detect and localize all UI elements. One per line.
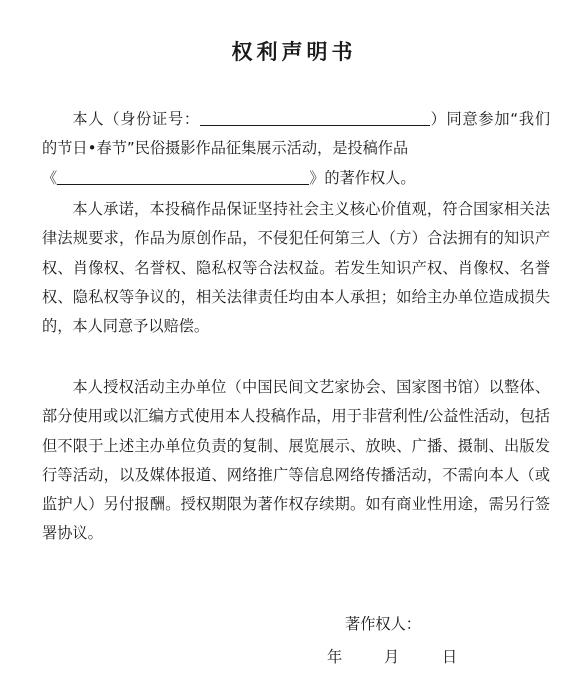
open-title-quote: 《 — [42, 168, 58, 187]
signature-date-row — [327, 646, 457, 668]
ownership-text: 》的著作权人。 — [309, 168, 416, 187]
copyright-holder-signature-label: 著作权人： — [345, 615, 421, 633]
participation-text: ）同意参加“我们的节日•春节”民俗摄影作品征集展示活动，是投稿作品 — [42, 110, 551, 158]
document-title: 权利声明书 — [231, 39, 357, 64]
date-year-label: 年 — [327, 648, 343, 666]
declaration-paragraph-authorization: 本人授权活动主办单位（中国民间文艺家协会、国家图书馆）以整体、部分使用或以汇编方式使用本人投稿作品，用于非营利性/公益性活动，包括但不限于上述主办单位负责的复制、展览展示、放映、广播、摄制、出版发行等活动，以及媒体报道、网络推广等信息网络传播活动，不需向本人（或监护人）另付报酬。授权期限为著作权存续期。如有商业性用途，需另行签署协议。 — [42, 378, 550, 543]
id-number-blank[interactable] — [200, 107, 430, 126]
id-label: 本人（身份证号： — [72, 110, 200, 128]
work-title-blank[interactable] — [57, 166, 309, 185]
declaration-paragraph-commitment: 本人承诺，本投稿作品保证坚持社会主义核心价值观，符合国家相关法律法规要求，作品为原创作品，不侵犯任何第三人（方）合法拥有的知识产权、肖像权、名誉权、隐私权等合法权益。若发生知识产权、肖像权、名誉权、隐私权等争议的，相关法律责任均由本人承担；如给主办单位造成损失的，本人同意予以赔偿。 — [42, 200, 550, 336]
date-month-label: 月 — [384, 648, 400, 666]
declaration-paragraph-identity — [42, 105, 550, 193]
date-day-label: 日 — [442, 648, 458, 666]
